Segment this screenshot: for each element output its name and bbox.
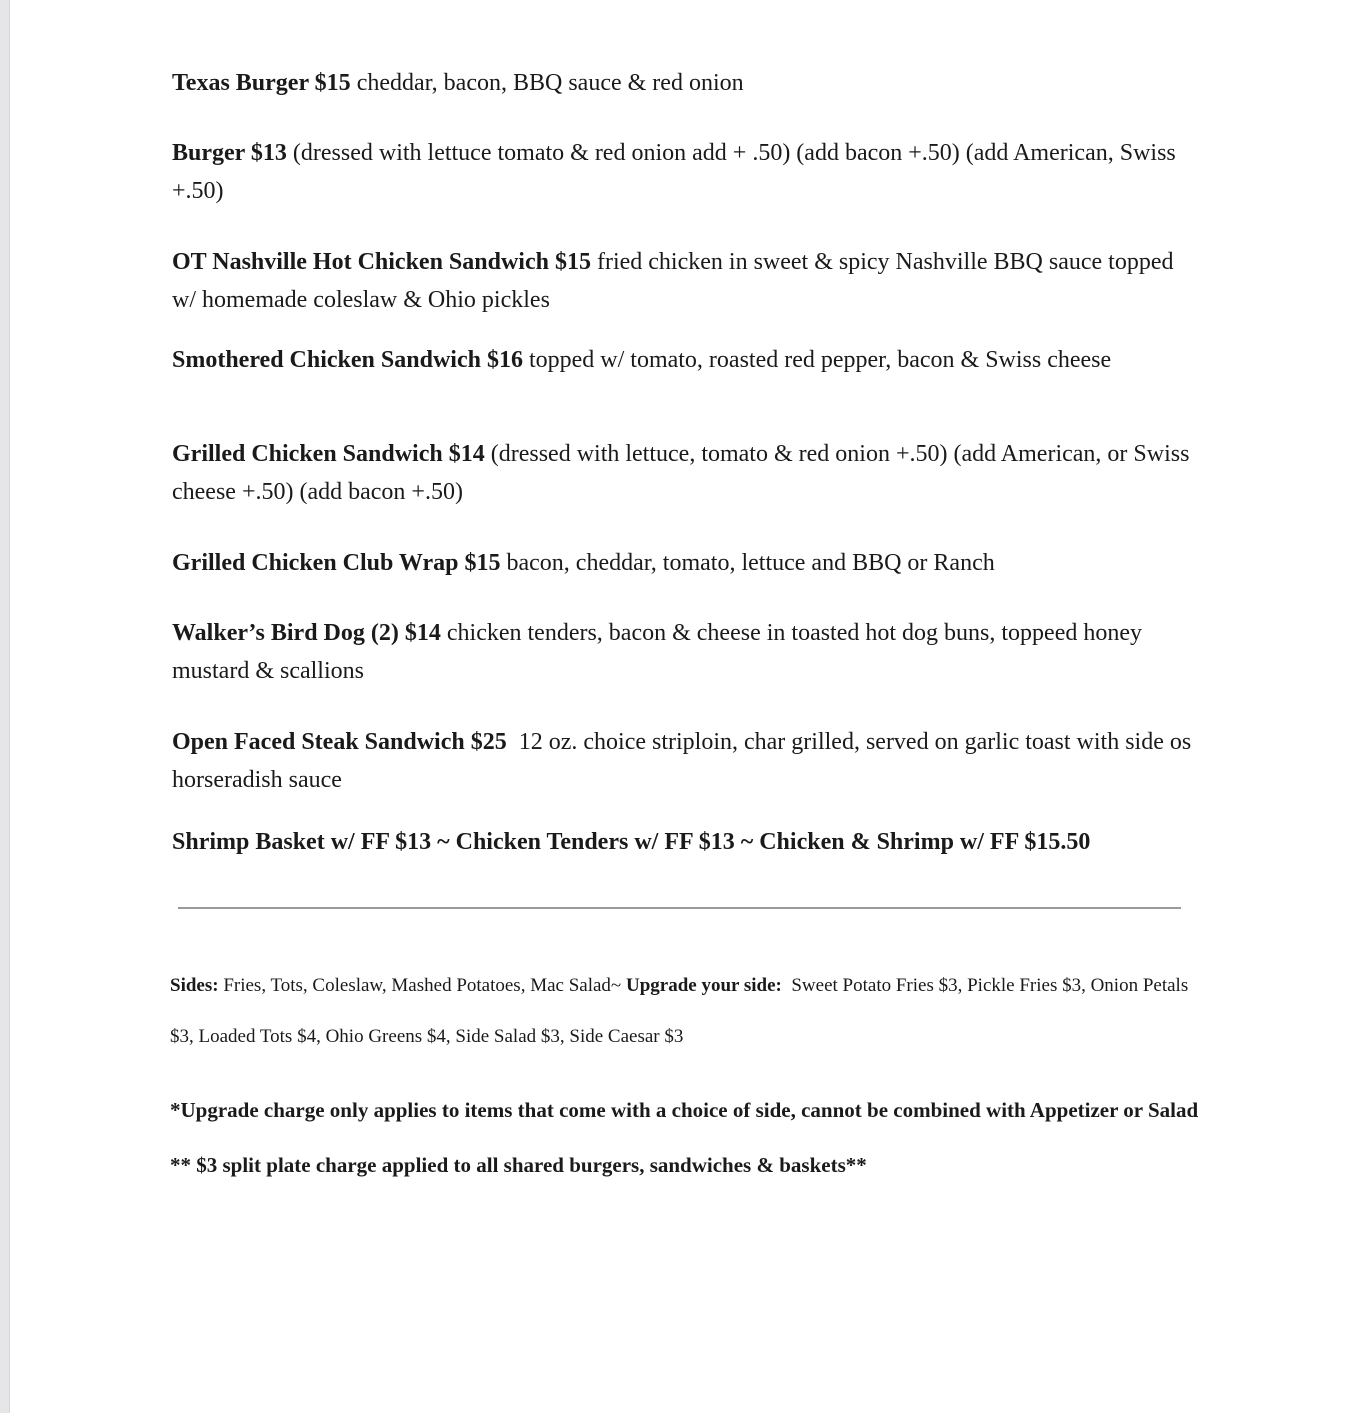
item-name: Smothered Chicken Sandwich $16 (172, 347, 523, 373)
item-name: Walker’s Bird Dog (2) $14 (172, 620, 441, 646)
menu-page (10, 0, 1355, 1413)
item-name: Grilled Chicken Club Wrap $15 (172, 550, 501, 576)
item-name: Open Faced Steak Sandwich $25 (172, 729, 507, 755)
section-divider (178, 907, 1181, 909)
upgrade-side-label: Upgrade your side: (625, 975, 782, 996)
sides-label: Sides: (170, 975, 219, 996)
menu-item-burger (172, 134, 1192, 210)
item-name: Burger $13 (172, 140, 287, 166)
item-description: fried chicken in sweet & spicy Nashville BBQ sauce topped w/ homemade coleslaw & Ohio pickles (172, 249, 1174, 313)
item-description: topped w/ tomato, roasted red pepper, bacon & Swiss cheese (528, 347, 1112, 373)
upgrade-charge-note: *Upgrade charge only applies to items that come with a choice of side, cannot be combined with Appetizer or Salad ** $3 split plate charge applied to all shared burgers, sandwiches & baskets** (170, 1098, 1199, 1177)
sides-section (170, 960, 1200, 1062)
item-description: bacon, cheddar, tomato, lettuce and BBQ or Ranch (506, 550, 995, 576)
menu-item-texas-burger (172, 64, 1192, 102)
item-description: (dressed with lettuce, tomato & red onion +.50) (add American, or Swiss cheese +.50) (add bacon +.50) (172, 441, 1190, 505)
item-name: Texas Burger $15 (172, 70, 351, 96)
item-description: (dressed with lettuce tomato & red onion add + .50) (add bacon +.50) (add American, Swiss +.50) (172, 140, 1176, 204)
menu-item-open-faced-steak (172, 723, 1192, 799)
item-description: cheddar, bacon, BBQ sauce & red onion (356, 70, 744, 96)
item-name: Grilled Chicken Sandwich $14 (172, 441, 485, 467)
menu-item-nashville-hot-chicken (172, 243, 1192, 319)
menu-item-grilled-chicken-club-wrap (172, 544, 1192, 582)
menu-item-baskets (172, 823, 1192, 861)
page-gutter (0, 0, 10, 1413)
menu-item-grilled-chicken-sandwich (172, 435, 1192, 511)
menu-item-smothered-chicken (172, 346, 1192, 375)
sides-list: Fries, Tots, Coleslaw, Mashed Potatoes, Mac Salad~ (223, 975, 622, 996)
upgrade-side-list: Sweet Potato Fries $3, Pickle Fries $3, Onion Petals $3, Loaded Tots $4, Ohio Greens $4, Side Salad $3, Side Caesar $3 (170, 975, 1189, 1047)
item-description: chicken tenders, bacon & cheese in toasted hot dog buns, toppeed honey mustard & scallions (172, 620, 1143, 684)
menu-item-walkers-bird-dog (172, 614, 1192, 690)
item-name: OT Nashville Hot Chicken Sandwich $15 (172, 249, 591, 275)
item-description: 12 oz. choice striploin, char grilled, served on garlic toast with side os horseradish sauce (172, 729, 1192, 793)
item-name: Shrimp Basket w/ FF $13 ~ Chicken Tenders w/ FF $13 ~ Chicken & Shrimp w/ FF $15.50 (172, 829, 1091, 855)
